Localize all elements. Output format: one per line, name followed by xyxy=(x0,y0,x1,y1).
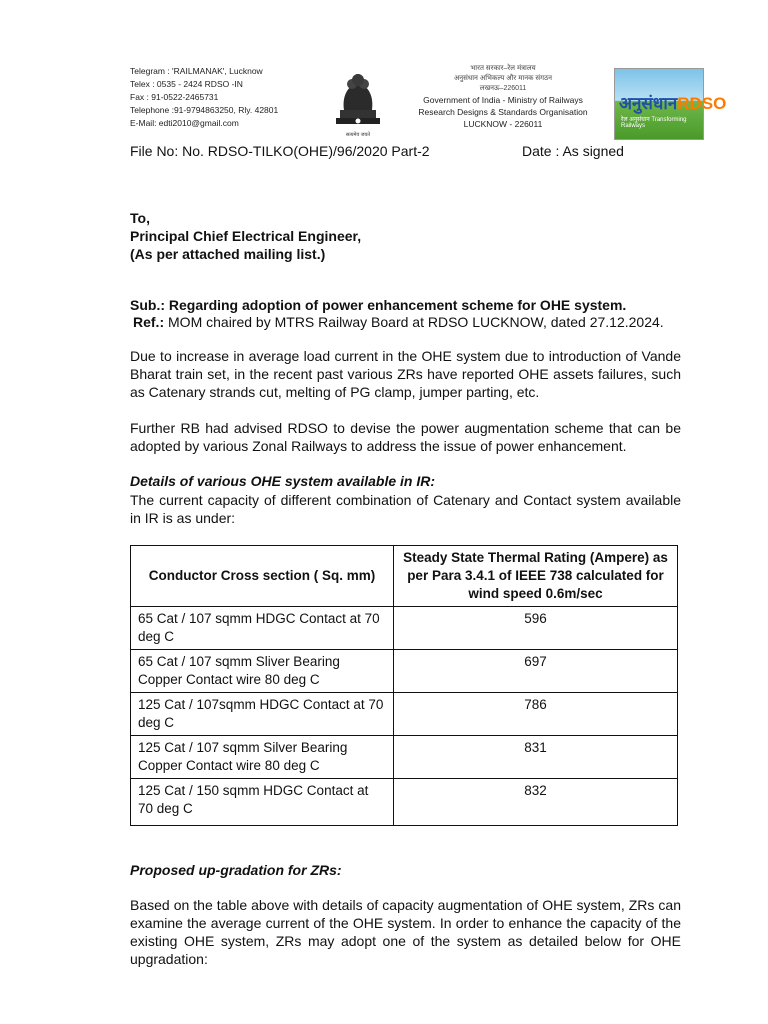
govt-english-line-3: LUCKNOW - 226011 xyxy=(463,119,543,129)
table-cell-rating: 697 xyxy=(394,650,678,693)
letterhead-organisation xyxy=(398,64,608,130)
contact-fax: Fax : 91-0522-2465731 xyxy=(130,92,219,102)
paragraph-background: Due to increase in average load current in the OHE system due to introduction of Vande Bharat train set, in the recent past various ZRs have reported OHE assets failures, such as Catenary strands cut, melting of PG clamp, jumper parting, etc. xyxy=(130,348,681,400)
table-cell-conductor: 65 Cat / 107 sqmm Sliver Bearing Copper Contact wire 80 deg C xyxy=(131,650,394,693)
table-cell-rating: 786 xyxy=(394,693,678,736)
table-header-conductor: Conductor Cross section ( Sq. mm) xyxy=(131,546,394,607)
table-row xyxy=(131,693,678,736)
contact-email: E-Mail: edti2010@gmail.com xyxy=(130,118,239,128)
govt-hindi-line-2: अनुसंधान अभिकल्प और मानक संगठन xyxy=(453,75,553,82)
emblem-caption: सत्यमेव जयते xyxy=(345,132,371,138)
table-cell-rating: 596 xyxy=(394,607,678,650)
paragraph-upgradation: Based on the table above with details of capacity augmentation of OHE system, ZRs can examine the average current of the OHE system. In order to enhance the capacity of the existing OHE system, ZRs may adopt one of the system as detailed below for OHE upgradation: xyxy=(130,897,681,967)
file-number: File No: No. RDSO-TILKO(OHE)/96/2020 Part-2 xyxy=(130,143,430,159)
rdso-logo-tagline: रेल अनुसंधान Transforming Railways xyxy=(621,117,687,129)
heading-ohe-systems: Details of various OHE system available in IR: xyxy=(130,473,435,489)
table-row xyxy=(131,779,678,826)
table-header-row xyxy=(131,546,678,607)
contact-telegram: Telegram : 'RAILMANAK', Lucknow xyxy=(130,66,263,76)
table-cell-conductor: 65 Cat / 107 sqmm HDGC Contact at 70 deg C xyxy=(131,607,394,650)
rdso-logo xyxy=(614,68,727,140)
national-emblem-icon xyxy=(330,66,386,142)
addressee-block xyxy=(130,209,361,263)
reference-text: MOM chaired by MTRS Railway Board at RDSO LUCKNOW, dated 27.12.2024. xyxy=(164,314,664,330)
contact-telephone: Telephone :91-9794863250, Rly. 42801 xyxy=(130,105,279,115)
contact-telex: Telex : 0535 - 2424 RDSO -IN xyxy=(130,79,243,89)
govt-hindi-line-1: भारत सरकार–रेल मंत्रालय xyxy=(470,65,536,72)
rdso-logo-hindi: अनुसंधान xyxy=(619,94,678,113)
table-cell-rating: 831 xyxy=(394,736,678,779)
addressee-designation: Principal Chief Electrical Engineer, xyxy=(130,228,362,244)
addressee-note: (As per attached mailing list.) xyxy=(130,246,326,262)
reference-line xyxy=(133,314,664,330)
table-row xyxy=(131,607,678,650)
table-header-rating: Steady State Thermal Rating (Ampere) as per Para 3.4.1 of IEEE 738 calculated for wind speed 0.6m/sec xyxy=(394,546,678,607)
heading-proposed-upgradation: Proposed up-gradation for ZRs: xyxy=(130,862,342,878)
paragraph-capacity-intro: The current capacity of different combination of Catenary and Contact system available in IR is as under: xyxy=(130,492,681,526)
addressee-to: To, xyxy=(130,210,150,226)
table-row xyxy=(131,736,678,779)
letter-date: Date : As signed xyxy=(522,143,624,159)
table-cell-conductor: 125 Cat / 107sqmm HDGC Contact at 70 deg C xyxy=(131,693,394,736)
table-row xyxy=(131,650,678,693)
capacity-table xyxy=(130,545,678,826)
govt-hindi-line-3: लखनऊ–226011 xyxy=(479,85,527,92)
reference-label: Ref.: xyxy=(133,314,165,330)
table-cell-rating: 832 xyxy=(394,779,678,826)
table-cell-conductor: 125 Cat / 107 sqmm Silver Bearing Copper Contact wire 80 deg C xyxy=(131,736,394,779)
letterhead-contact xyxy=(130,65,278,130)
rdso-logo-text xyxy=(619,91,726,114)
table-cell-conductor: 125 Cat / 150 sqmm HDGC Contact at 70 deg C xyxy=(131,779,394,826)
rdso-logo-word: RDSO xyxy=(677,94,727,113)
govt-english-line-1: Government of India - Ministry of Railways xyxy=(423,95,583,105)
govt-english-line-2: Research Designs & Standards Organisation xyxy=(418,107,588,117)
paragraph-rb-advice: Further RB had advised RDSO to devise the power augmentation scheme that can be adopted by various Zonal Railways to address the issue of power enhancement. xyxy=(130,420,681,454)
subject-line: Sub.: Regarding adoption of power enhancement scheme for OHE system. xyxy=(130,297,627,313)
